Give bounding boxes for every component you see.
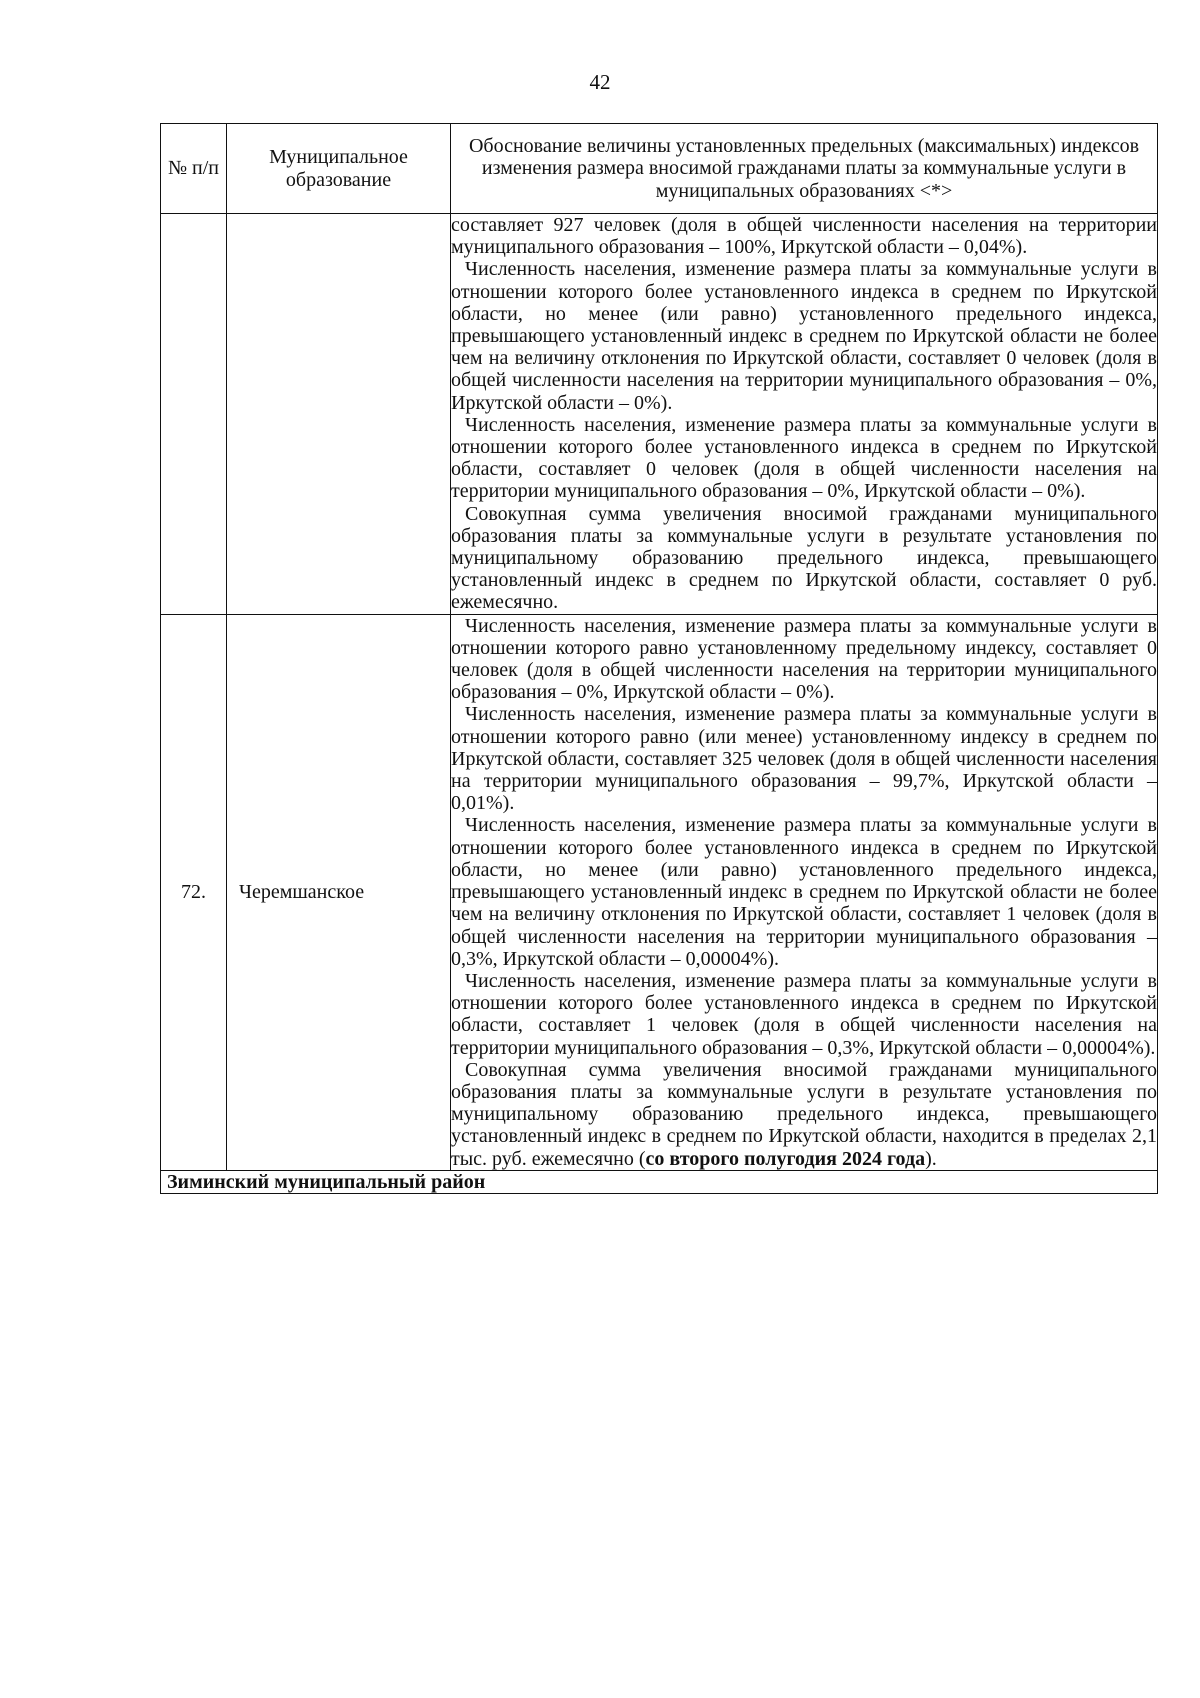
- justification-paragraph: Численность населения, изменение размера платы за коммунальные услуги в отношении которого более установленного индекса в среднем по Иркутской области, но менее (или равно) установленного предельного индекса, превышающего установленный индекс в среднем по Иркутской области не более чем на величину отклонения по Иркутской области, составляет 0 человек (доля в общей численности населения на территории муниципального образования – 0%, Иркутской области – 0%).: [451, 258, 1157, 414]
- row-justification: [451, 214, 1158, 615]
- final-paragraph-tail: ).: [925, 1147, 937, 1170]
- header-justification: Обоснование величины установленных предельных (максимальных) индексов изменения размера вносимой гражданами платы за коммунальные услуги в муниципальных образованиях <*>: [451, 124, 1158, 214]
- final-paragraph-text: Совокупная сумма увеличения вносимой гражданами муниципального образования платы за коммунальные услуги в результате установления по муниципальному образованию предельного индекса, превышающего установленный индекс в среднем по Иркутской области, находится в пределах 2,1 тыс. руб. ежемесячно (: [451, 1058, 1157, 1170]
- page-number: 42: [589, 70, 611, 94]
- tariff-index-table: [160, 123, 1158, 1194]
- row-municipality: [227, 214, 451, 615]
- table-row: [161, 614, 1158, 1170]
- justification-paragraph: Численность населения, изменение размера платы за коммунальные услуги в отношении которого более установленного индекса в среднем по Иркутской области, составляет 1 человек (доля в общей численности населения на территории муниципального образования – 0,3%, Иркутской области – 0,00004%).: [451, 969, 1157, 1059]
- justification-paragraph: Численность населения, изменение размера платы за коммунальные услуги в отношении которого равно установленному предельному индексу, составляет 0 человек (доля в общей численности населения на территории муниципального образования – 0%, Иркутской области – 0%).: [451, 614, 1157, 704]
- row-municipality: Черемшанское: [227, 614, 451, 1170]
- section-row: [161, 1170, 1158, 1193]
- justification-paragraph: Численность населения, изменение размера платы за коммунальные услуги в отношении которого более установленного индекса в среднем по Иркутской области, но менее (или равно) установленного предельного индекса, превышающего установленный индекс в среднем по Иркутской области не более чем на величину отклонения по Иркутской области, составляет 1 человек (доля в общей численности населения на территории муниципального образования – 0,3%, Иркутской области – 0,00004%).: [451, 814, 1157, 970]
- justification-paragraph: Численность населения, изменение размера платы за коммунальные услуги в отношении которого равно (или менее) установленному индексу в среднем по Иркутской области, составляет 325 человек (доля в общей численности населения на территории муниципального образования – 99,7%, Иркутской области – 0,01%).: [451, 703, 1157, 815]
- row-number: 72.: [161, 614, 227, 1170]
- justification-paragraph: Совокупная сумма увеличения вносимой гражданами муниципального образования платы за коммунальные услуги в результате установления по муниципальному образованию предельного индекса, превышающего установленный индекс в среднем по Иркутской области, составляет 0 руб. ежемесячно.: [451, 502, 1157, 614]
- header-number: № п/п: [161, 124, 227, 214]
- justification-paragraph: Численность населения, изменение размера платы за коммунальные услуги в отношении которого более установленного индекса в среднем по Иркутской области, составляет 0 человек (доля в общей численности населения на территории муниципального образования – 0%, Иркутской области – 0%).: [451, 413, 1157, 503]
- row-number: [161, 214, 227, 615]
- justification-final-paragraph: [451, 1059, 1157, 1170]
- table-header-row: [161, 124, 1158, 214]
- section-title: Зиминский муниципальный район: [161, 1170, 1158, 1193]
- table-row: [161, 214, 1158, 615]
- final-paragraph-bold: со второго полугодия 2024 года: [645, 1147, 926, 1170]
- justification-paragraph: составляет 927 человек (доля в общей численности населения на территории муниципального образования – 100%, Иркутской области – 0,04%).: [451, 214, 1157, 259]
- header-municipality: Муниципальное образование: [227, 124, 451, 214]
- row-justification: [451, 614, 1158, 1170]
